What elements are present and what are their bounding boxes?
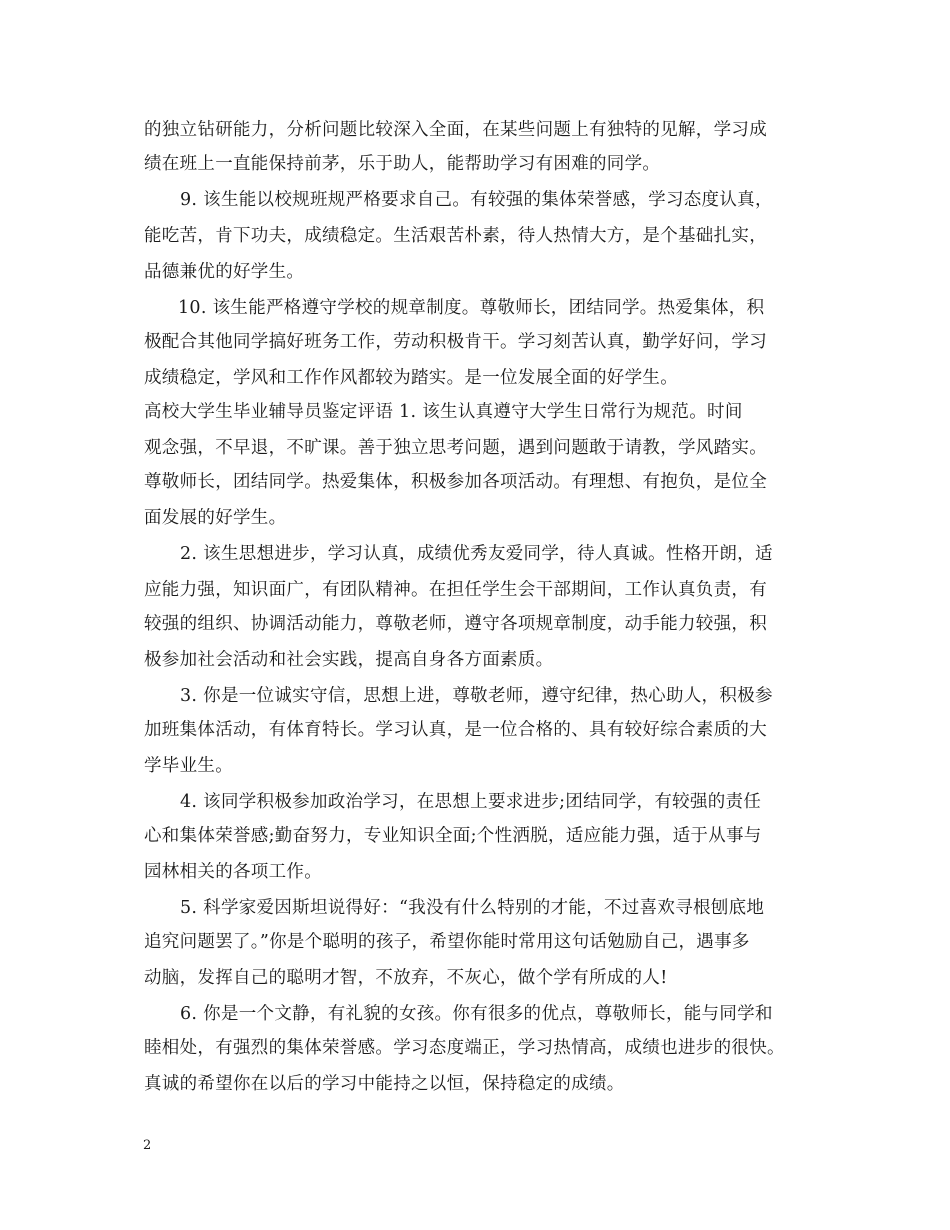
text-line: 动脑，发挥自己的聪明才智，不放弃，不灰心，做个学有所成的人!: [144, 968, 668, 988]
page-number: 2: [143, 1138, 152, 1153]
text-line: 6. 你是一个文静，有礼貌的女孩。你有很多的优点，尊敬师长，能与同学和: [180, 1004, 773, 1024]
text-line: 追究问题罢了。”你是个聪明的孩子，希望你能时常用这句话勉励自己，遇事多: [144, 932, 750, 952]
text-line: 尊敬师长，团结同学。热爱集体，积极参加各项活动。有理想、有抱负，是位全: [144, 472, 767, 492]
text-line: 的独立钻研能力，分析问题比较深入全面，在某些问题上有独特的见解，学习成: [144, 120, 767, 140]
text-line: 绩在班上一直能保持前茅，乐于助人，能帮助学习有困难的同学。: [144, 154, 661, 174]
text-line: 品德兼优的好学生。: [144, 262, 305, 282]
text-line: 面发展的好学生。: [144, 508, 287, 528]
text-line: 极配合其他同学搞好班务工作，劳动积极肯干。学习刻苦认真，勤学好问，学习: [144, 332, 767, 352]
text-line: 能吃苦，肯下功夫，成绩稳定。生活艰苦朴素，待人热情大方，是个基础扎实，: [144, 226, 767, 246]
text-line: 2. 该生思想进步，学习认真，成绩优秀友爱同学，待人真诚。性格开朗，适: [180, 544, 773, 564]
text-line: 学毕业生。: [144, 756, 233, 776]
text-line: 睦相处，有强烈的集体荣誉感。学习态度端正，学习热情高，成绩也进步的很快。: [144, 1038, 785, 1058]
text-line: 10. 该生能严格遵守学校的规章制度。尊敬师长，团结同学。热爱集体，积: [178, 298, 765, 318]
text-line: 4. 该同学积极参加政治学习，在思想上要求进步;团结同学，有较强的责任: [180, 792, 762, 812]
text-line: 3. 你是一位诚实守信，思想上进，尊敬老师，遵守纪律，热心助人，积极参: [180, 686, 773, 706]
text-line: 真诚的希望你在以后的学习中能持之以恒，保持稳定的成绩。: [144, 1074, 625, 1094]
text-line: 观念强，不早退，不旷课。善于独立思考问题，遇到问题敢于请教，学风踏实。: [144, 438, 767, 458]
text-line: 园林相关的各项工作。: [144, 862, 322, 882]
text-line: 较强的组织、协调活动能力，尊敬老师，遵守各项规章制度，动手能力较强，积: [144, 614, 767, 634]
text-line: 应能力强，知识面广，有团队精神。在担任学生会干部期间，工作认真负责，有: [144, 580, 767, 600]
text-line: 9. 该生能以校规班规严格要求自己。有较强的集体荣誉感，学习态度认真，: [180, 190, 773, 210]
text-line: 5. 科学家爱因斯坦说得好：“我没有什么特别的才能，不过喜欢寻根刨底地: [180, 898, 765, 918]
text-line: 极参加社会活动和社会实践，提高自身各方面素质。: [144, 650, 554, 670]
text-line: 加班集体活动，有体育特长。学习认真，是一位合格的、具有较好综合素质的大: [144, 720, 767, 740]
text-line: 高校大学生毕业辅导员鉴定评语 1. 该生认真遵守大学生日常行为规范。时间: [144, 402, 743, 422]
text-line: 成绩稳定，学风和工作作风都较为踏实。是一位发展全面的好学生。: [144, 368, 678, 388]
text-line: 心和集体荣誉感;勤奋努力，专业知识全面;个性洒脱，适应能力强，适于从事与: [144, 826, 762, 846]
